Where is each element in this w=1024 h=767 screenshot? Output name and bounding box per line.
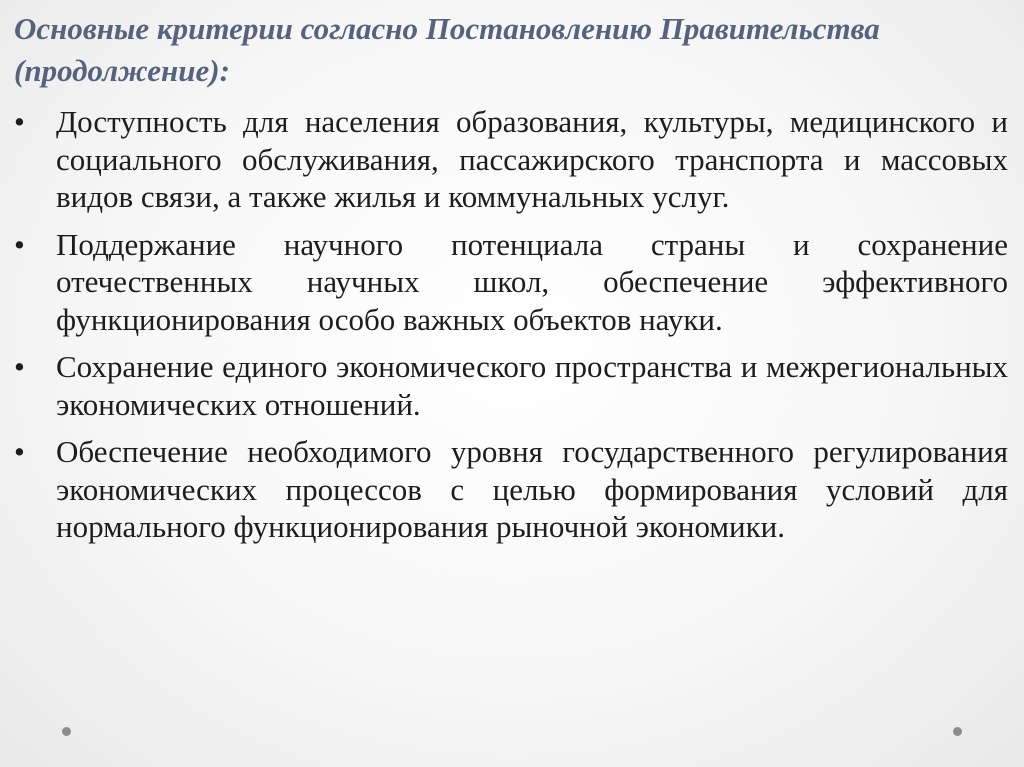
bullet-item <box>14 348 1008 423</box>
corner-dot-right <box>953 727 962 736</box>
bullet-text: Доступность для населения образования, культуры, медицинского и социального обслуживания, пассажирского транспорта и массовых видов связи, а также жилья и коммунальных услуг. <box>56 104 1008 214</box>
bullet-marker: • <box>14 226 25 262</box>
corner-dot-left <box>62 727 71 736</box>
bullet-marker: • <box>14 434 25 469</box>
bullet-item <box>14 226 1008 339</box>
bullet-text: Обеспечение необходимого уровня государственного регулирования экономических процессов с целью формирования условий для нормального функционирования рыночной экономики. <box>56 434 1008 544</box>
bullet-marker: • <box>14 104 25 139</box>
bullet-item <box>14 103 1008 216</box>
bullet-item <box>14 433 1008 546</box>
bullet-text: Поддержание научного потенциала страны и сохранение отечественных научных школ, обеспечение эффективного функционирования особо важных объектов науки. <box>56 226 1008 337</box>
slide-title: Основные критерии согласно Постановлению Правительства (продолжение): <box>14 11 880 88</box>
bullet-text: Сохранение единого экономического пространства и межрегиональных экономических отношений. <box>56 349 1008 422</box>
bullet-marker: • <box>14 349 25 384</box>
bullet-list <box>14 103 1008 556</box>
